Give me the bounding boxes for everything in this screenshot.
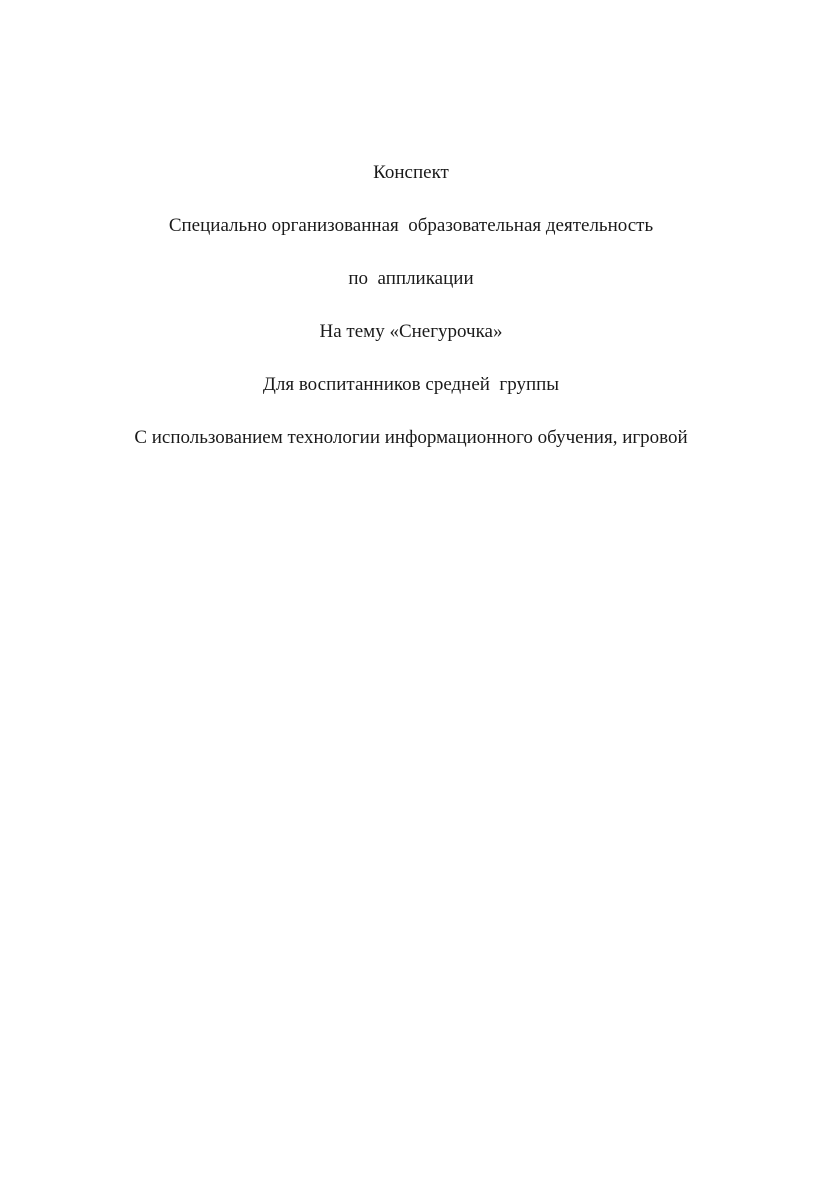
topic-line: На тему «Снегурочка» — [319, 321, 503, 342]
document-title: Конспект — [373, 162, 449, 183]
subject-line: по аппликации — [348, 268, 474, 289]
audience-line: Для воспитанников средней группы — [262, 374, 560, 395]
technology-line: С использованием технологии информационного обучения, игровой — [134, 427, 688, 448]
activity-type-line: Специально организованная образовательная деятельность — [168, 215, 654, 236]
